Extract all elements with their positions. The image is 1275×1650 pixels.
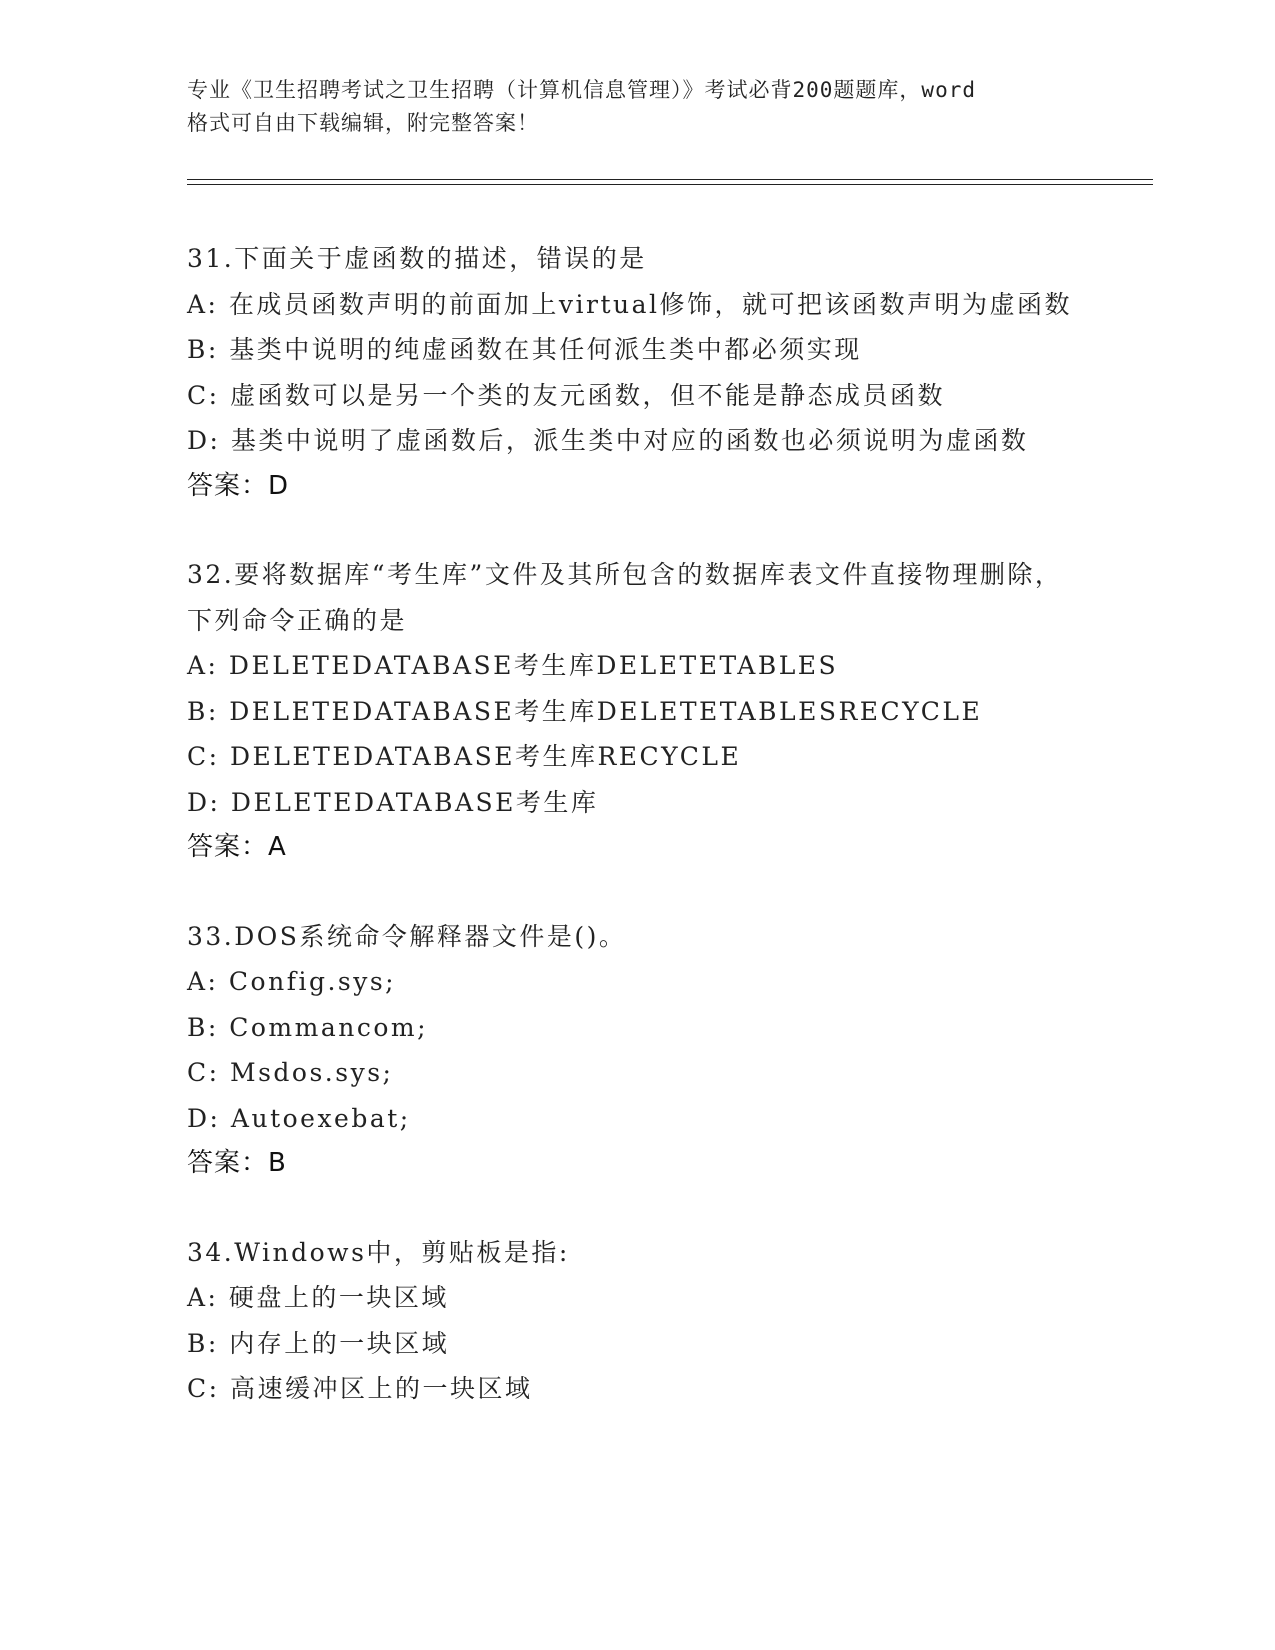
- option-a: A: DELETEDATABASE考生库DELETETABLES: [187, 651, 839, 680]
- answer-label: 答案：B: [187, 1148, 287, 1178]
- question-34: [187, 1230, 1087, 1412]
- option-b: B: DELETEDATABASE考生库DELETETABLESRECYCLE: [187, 696, 983, 726]
- header-line-1: 专业《卫生招聘考试之卫生招聘（计算机信息管理）》考试必背200题题库，word: [187, 78, 976, 102]
- option-c: C: 虚函数可以是另一个类的友元函数，但不能是静态成员函数: [187, 380, 946, 410]
- answer-label: 答案：D: [187, 470, 290, 501]
- question-32: [187, 552, 1087, 871]
- question-stem: 34.Windows中，剪贴板是指:: [187, 1237, 570, 1267]
- option-c: C: 高速缓冲区上的一块区域: [187, 1374, 533, 1403]
- document-header: [187, 74, 1087, 140]
- header-divider-top: [187, 179, 1153, 180]
- option-d: D: Autoexebat;: [187, 1103, 411, 1133]
- option-b: B: 基类中说明的纯虚函数在其任何派生类中都必须实现: [187, 335, 862, 364]
- question-stem: 31.下面关于虚函数的描述，错误的是: [187, 244, 647, 273]
- answer-label: 答案：A: [187, 832, 287, 862]
- question-stem: 32.要将数据库“考生库”文件及其所包含的数据库表文件直接物理删除，下列命令正确的是: [187, 560, 1063, 635]
- header-divider-bottom: [187, 184, 1153, 185]
- option-b: B: 内存上的一块区域: [187, 1328, 450, 1358]
- question-33: [187, 914, 1087, 1187]
- option-b: B: Commancom;: [187, 1012, 429, 1042]
- option-d: D: 基类中说明了虚函数后，派生类中对应的函数也必须说明为虚函数: [187, 426, 1029, 455]
- option-a: A: 硬盘上的一块区域: [187, 1283, 449, 1312]
- header-line-2: 格式可自由下载编辑，附完整答案！: [187, 111, 539, 135]
- option-d: D: DELETEDATABASE考生库: [187, 787, 599, 817]
- option-c: C: DELETEDATABASE考生库RECYCLE: [187, 742, 742, 771]
- question-31: [187, 236, 1087, 509]
- option-c: C: Msdos.sys;: [187, 1058, 394, 1087]
- question-list: [187, 236, 1087, 1455]
- option-a: A: 在成员函数声明的前面加上virtual修饰，就可把该函数声明为虚函数: [187, 289, 1073, 319]
- question-stem: 33.DOS系统命令解释器文件是()。: [187, 921, 627, 951]
- option-a: A: Config.sys;: [187, 967, 397, 996]
